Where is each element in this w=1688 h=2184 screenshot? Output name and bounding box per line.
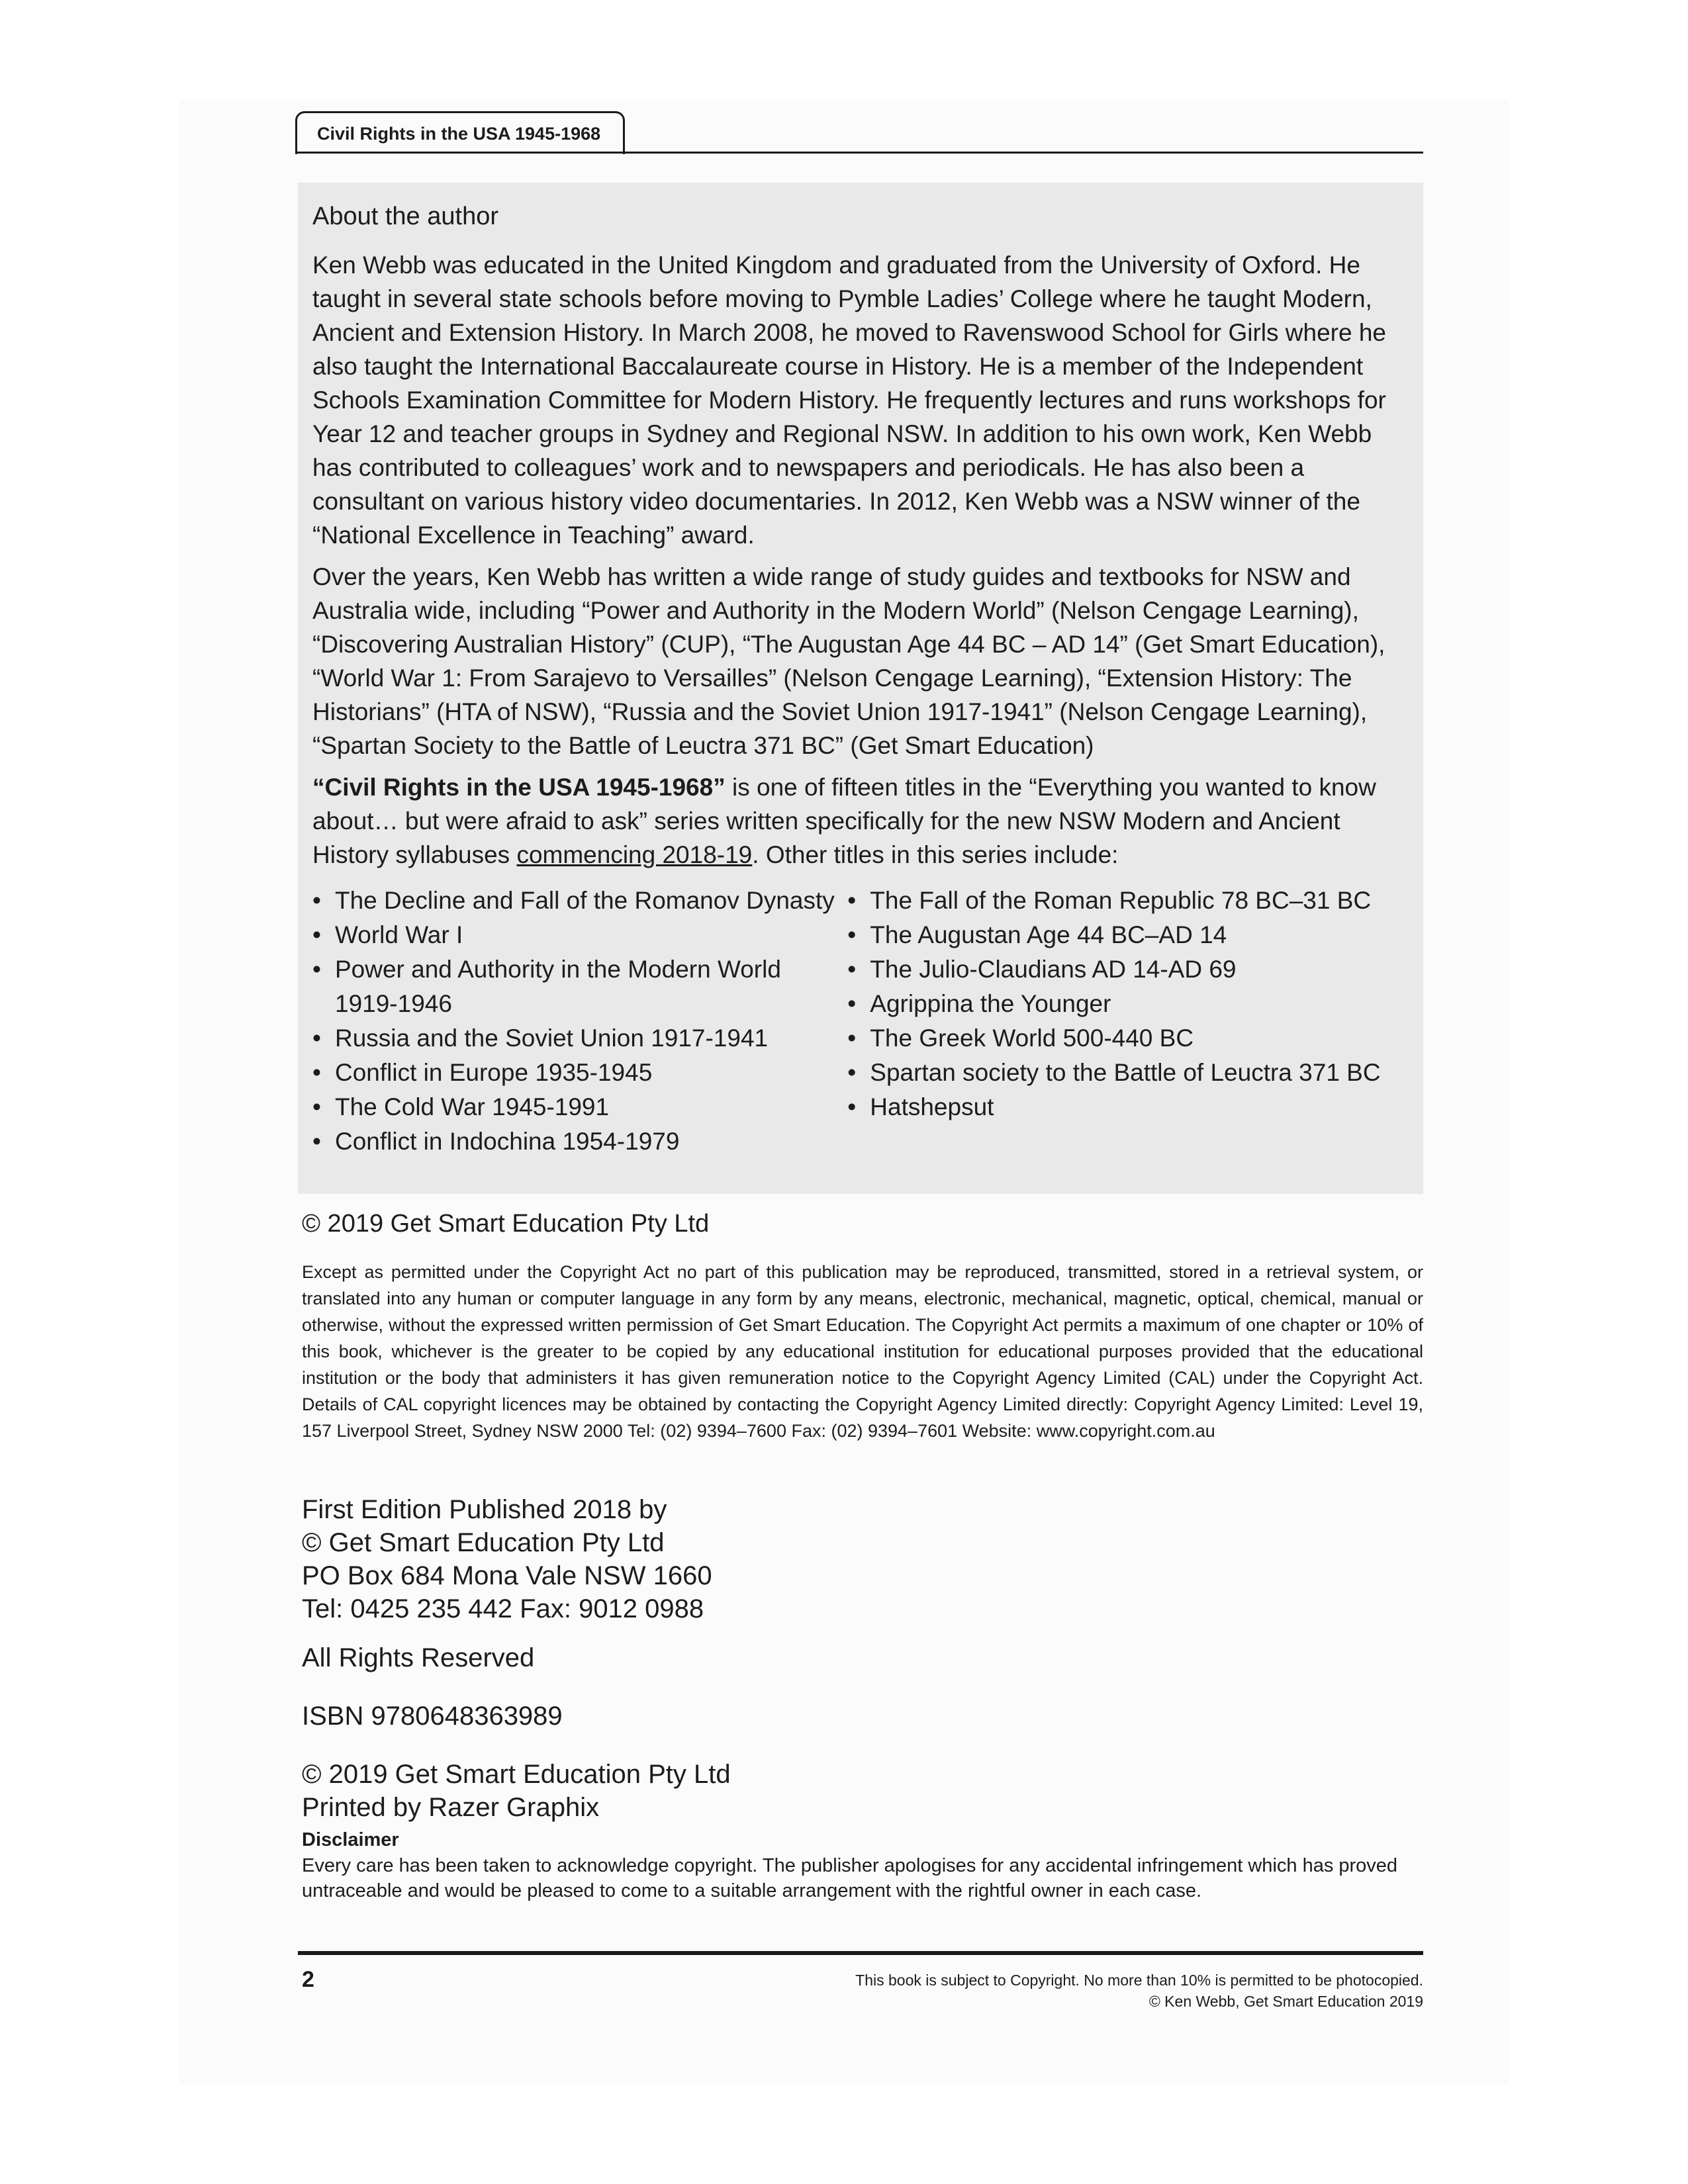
list-item: • Conflict in Indochina 1954-1979 <box>312 1124 847 1159</box>
list-item: • Conflict in Europe 1935-1945 <box>312 1056 847 1090</box>
series-titles-right <box>847 884 1409 1159</box>
list-item: • World War I <box>312 918 847 952</box>
footer-notice: This book is subject to Copyright. No more than 10% is permitted to be photocopied. <box>855 1972 1423 1989</box>
list-item: • Agrippina the Younger <box>847 987 1409 1021</box>
publisher-phone: Tel: 0425 235 442 Fax: 9012 0988 <box>302 1594 704 1623</box>
printer-block <box>302 1758 731 1824</box>
list-item: • The Cold War 1945-1991 <box>312 1090 847 1124</box>
list-item: • The Julio-Claudians AD 14-AD 69 <box>847 952 1409 987</box>
series-titles-left <box>312 884 847 1159</box>
disclaimer-text: Every care has been taken to acknowledge copyright. The publisher apologises for any accidental infringement which has proved untraceable and would be pleased to come to a suitable arrangement with the rightful owner in each case. <box>302 1855 1398 1901</box>
printer-line: Printed by Razer Graphix <box>302 1793 600 1822</box>
list-item: • The Augustan Age 44 BC–AD 14 <box>847 918 1409 952</box>
list-item: • Spartan society to the Battle of Leuctra 371 BC <box>847 1056 1409 1090</box>
list-item: • The Greek World 500-440 BC <box>847 1021 1409 1056</box>
series-description: is one of fifteen titles in the “Everything you wanted to know about… but were afraid to ask” series written specifically for the new NSW Modern and Ancient History syllabuses <box>312 774 1376 868</box>
isbn-line: ISBN 9780648363989 <box>302 1702 563 1731</box>
list-item: • Russia and the Soviet Union 1917-1941 <box>312 1021 847 1056</box>
commencing-text: commencing 2018-19 <box>516 841 753 868</box>
series-intro-end: . Other titles in this series include: <box>752 841 1119 868</box>
list-item: • Hatshepsut <box>847 1090 1409 1124</box>
rights-line: All Rights Reserved <box>302 1643 535 1672</box>
copyright-legal-text: Except as permitted under the Copyright Act no part of this publication may be reproduced, transmitted, stored in a retrieval system, or translated into any human or computer language in any form by any means, electronic, mechanical, magnetic, optical, chemical, manual or otherwise, without the expressed written permission of Get Smart Education. The Copyright Act permits a maximum of one chapter or 10% of this book, whichever is the greater to be copied by any educational institution for educational purposes provided that the educational institution or the body that administers it has given remuneration notice to the Copyright Agency Limited (CAL) under the Copyright Act. Details of CAL copyright licences may be obtained by contacting the Copyright Agency Limited directly: Copyright Agency Limited: Level 19, 157 Liverpool Street, Sydney NSW 2000 Tel: (02) 9394–7600 Fax: (02) 9394–7601 Website: www.copyright.com.au <box>302 1262 1423 1441</box>
edition-line: First Edition Published 2018 by <box>302 1495 667 1524</box>
about-author-box <box>298 183 1423 1194</box>
about-paragraph-1: Ken Webb was educated in the United Kingdom and graduated from the University of Oxford. He taught in several state schools before moving to Pymble Ladies’ College where he taught Modern, Ancient and Extension History. In March 2008, he moved to Ravenswood School for Girls where he also taught the International Baccalaureate course in History. He is a member of the Independent Schools Examination Committee for Modern History. He frequently lectures and runs workshops for Year 12 and teacher groups in Sydney and Regional NSW. In addition to his own work, Ken Webb has contributed to colleagues’ work and to newspapers and periodicals. He has also been a consultant on various history video documentaries. In 2012, Ken Webb was a NSW winner of the “National Excellence in Teaching” award. <box>312 251 1386 549</box>
disclaimer-title: Disclaimer <box>302 1829 399 1850</box>
copyright-line-2: © 2019 Get Smart Education Pty Ltd <box>302 1760 731 1789</box>
book-title: “Civil Rights in the USA 1945-1968” <box>312 774 726 801</box>
footer-credit: © Ken Webb, Get Smart Education 2019 <box>1149 1993 1423 2010</box>
publisher-block <box>302 1493 712 1625</box>
list-item: • The Fall of the Roman Republic 78 BC–31 BC <box>847 884 1409 918</box>
about-title: About the author <box>312 203 498 230</box>
list-item: • Power and Authority in the Modern World 1919-1946 <box>312 952 847 1021</box>
page-number: 2 <box>302 1967 314 1992</box>
header-rule <box>295 152 1423 154</box>
publisher-company: © Get Smart Education Pty Ltd <box>302 1528 665 1557</box>
running-header-tab <box>295 111 625 154</box>
series-titles <box>312 884 1409 1159</box>
footer-rule <box>298 1951 1423 1955</box>
about-paragraph-2: Over the years, Ken Webb has written a wide range of study guides and textbooks for NSW and Australia wide, including “Power and Authority in the Modern World” (Nelson Cengage Learning), “Discovering Australian History” (CUP), “The Augustan Age 44 BC – AD 14” (Get Smart Education), “World War 1: From Sarajevo to Versailles” (Nelson Cengage Learning), “Extension History: The Historians” (HTA of NSW), “Russia and the Soviet Union 1917-1941” (Nelson Cengage Learning), “Spartan Society to the Battle of Leuctra 371 BC” (Get Smart Education) <box>312 563 1385 759</box>
publisher-address: PO Box 684 Mona Vale NSW 1660 <box>302 1561 712 1590</box>
footer-notice-block <box>855 1970 1423 2012</box>
list-item: • The Decline and Fall of the Romanov Dynasty <box>312 884 847 918</box>
running-header-label: Civil Rights in the USA 1945-1968 <box>317 123 601 144</box>
copyright-line: © 2019 Get Smart Education Pty Ltd <box>302 1210 710 1238</box>
about-paragraph-3 <box>312 770 1409 872</box>
